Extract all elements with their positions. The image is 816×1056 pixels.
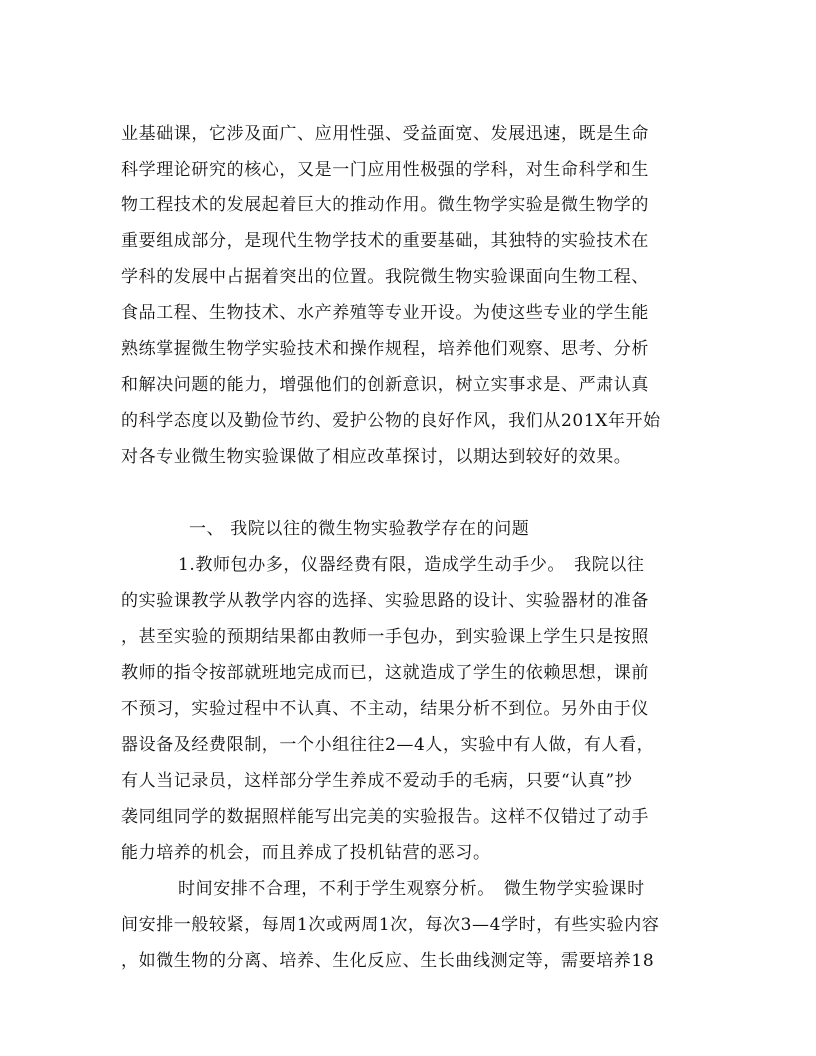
paragraph-line: 科学理论研究的核心，又是一门应用性极强的学科，对生命科学和生: [121, 160, 649, 180]
paragraph-line: 业基础课，它涉及面广、应用性强、受益面宽、发展迅速，既是生命: [121, 124, 649, 144]
paragraph-line: 能力培养的机会，而且养成了投机钻营的恶习。: [121, 843, 491, 863]
paragraph-line: 间安排一般较紧，每周1次或两周1次，每次3—4学时，有些实验内容: [121, 915, 660, 935]
paragraph-line: 袭同组同学的数据照样能写出完美的实验报告。这样不仅错过了动手: [121, 807, 649, 827]
paragraph-line: 物工程技术的发展起着巨大的推动作用。微生物学实验是微生物学的: [121, 195, 649, 215]
paragraph-line: ，如微生物的分离、培养、生化反应、生长曲线测定等，需要培养18: [121, 951, 655, 971]
paragraph-line: 教师的指令按部就班地完成而已，这就造成了学生的依赖思想，课前: [121, 663, 649, 683]
paragraph-line: 食品工程、生物技术、水产养殖等专业开设。为使这些专业的学生能: [121, 303, 649, 323]
paragraph-line: 的实验课教学从教学内容的选择、实验思路的设计、实验器材的准备: [121, 591, 649, 611]
paragraph-line: 器设备及经费限制，一个小组往往2—4人，实验中有人做，有人看，: [121, 735, 655, 755]
paragraph-line: 1.教师包办多，仪器经费有限，造成学生动手少。 我院以往: [178, 555, 645, 575]
paragraph-line: 有人当记录员，这样部分学生养成不爱动手的毛病，只要“认真”抄: [121, 771, 633, 791]
paragraph-line: 学科的发展中占据着突出的位置。我院微生物实验课面向生物工程、: [121, 267, 649, 287]
paragraph-line: 和解决问题的能力，增强他们的创新意识，树立实事求是、严肃认真: [121, 375, 649, 395]
paragraph-line: 对各专业微生物实验课做了相应改革探讨，以期达到较好的效果。: [121, 447, 632, 467]
section-heading: 一、 我院以往的微生物实验教学存在的问题: [189, 519, 530, 539]
paragraph-line: 不预习，实验过程中不认真、不主动，结果分析不到位。另外由于仪: [121, 699, 649, 719]
paragraph-line: 时间安排不合理，不利于学生观察分析。 微生物学实验课时: [178, 879, 645, 899]
paragraph-line: ，甚至实验的预期结果都由教师一手包办，到实验课上学生只是按照: [121, 627, 649, 647]
paragraph-line: 的科学态度以及勤俭节约、爱护公物的良好作风，我们从201X年开始: [121, 411, 661, 431]
paragraph-line: 熟练掌握微生物学实验技术和操作规程，培养他们观察、思考、分析: [121, 339, 649, 359]
paragraph-line: 重要组成部分，是现代生物学技术的重要基础，其独特的实验技术在: [121, 231, 649, 251]
